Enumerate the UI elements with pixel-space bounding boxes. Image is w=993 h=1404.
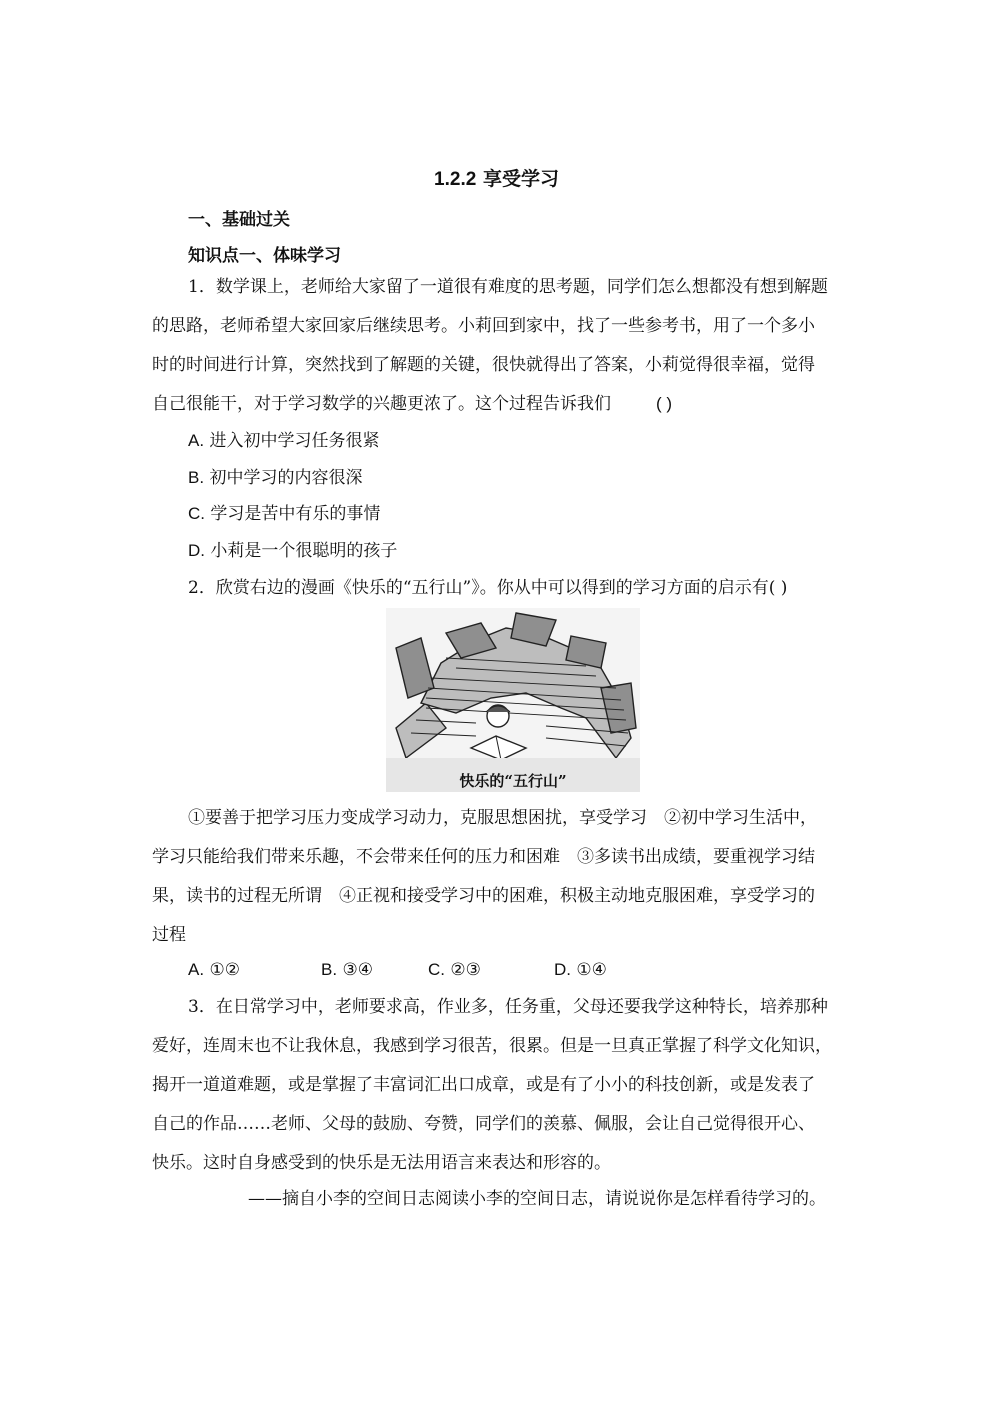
q1-line-4: 自己很能干，对于学习数学的兴趣更浓了。这个过程告诉我们 <box>152 394 611 414</box>
comic-books-illustration <box>386 608 640 792</box>
q1-option-b: B. 初中学习的内容很深 <box>188 468 363 488</box>
q1-option-a: A. 进入初中学习任务很紧 <box>188 431 380 451</box>
q3-line-2: 爱好，连周末也不让我休息，我感到学习很苦，很累。但是一旦真正掌握了科学文化知识， <box>152 1036 832 1056</box>
q2-statement-line-3: 果，读书的过程无所谓 ④正视和接受学习中的困难，积极主动地克服困难，享受学习的 <box>152 886 815 906</box>
title-text: 享受学习 <box>482 168 559 190</box>
figure-caption: 快乐的“五行山” <box>459 772 567 790</box>
page-title <box>0 164 993 191</box>
q2-choice-a: A. ①② <box>188 960 240 980</box>
q1-option-d: D. 小莉是一个很聪明的孩子 <box>188 541 398 561</box>
q2-statement-line-4: 过程 <box>152 925 186 945</box>
q3-line-3: 揭开一道道难题，或是掌握了丰富词汇出口成章，或是有了小小的科技创新，或是发表了 <box>152 1075 815 1095</box>
q3-line-4: 自己的作品……老师、父母的鼓励、夸赞，同学们的羡慕、佩服，会让自己觉得很开心、 <box>152 1114 815 1134</box>
q2-choice-c: C. ②③ <box>428 960 481 980</box>
title-number: 1.2.2 <box>434 169 477 190</box>
q2-choice-d: D. ①④ <box>554 960 607 980</box>
q1-answer-paren: ( ) <box>656 394 673 413</box>
q2-statement-line-1: ①要善于把学习压力变成学习动力，克服思想困扰，享受学习 ②初中学习生活中， <box>188 808 817 828</box>
q2-line-1: 2．欣赏右边的漫画《快乐的“五行山”》。你从中可以得到的学习方面的启示有( ) <box>188 578 788 598</box>
knowledge-point-heading: 知识点一、体味学习 <box>188 246 341 266</box>
q3-line-1: 3．在日常学习中，老师要求高，作业多，任务重，父母还要我学这种特长，培养那种 <box>188 997 828 1017</box>
q3-source-line: ——摘自小李的空间日志阅读小李的空间日志，请说说你是怎样看待学习的。 <box>248 1189 826 1209</box>
q2-statement-line-2: 学习只能给我们带来乐趣，不会带来任何的压力和困难 ③多读书出成绩，要重视学习结 <box>152 847 815 867</box>
q1-option-c: C. 学习是苦中有乐的事情 <box>188 504 381 524</box>
section-heading: 一、基础过关 <box>188 210 290 230</box>
q2-choice-b: B. ③④ <box>321 960 373 980</box>
q3-line-5: 快乐。这时自身感受到的快乐是无法用语言来表达和形容的。 <box>152 1153 611 1173</box>
q1-line-2: 的思路，老师希望大家回家后继续思考。小莉回到家中，找了一些参考书，用了一个多小 <box>152 316 815 336</box>
q1-line-1: 1．数学课上，老师给大家留了一道很有难度的思考题，同学们怎么想都没有想到解题 <box>188 277 828 297</box>
q1-line-3: 时的时间进行计算，突然找到了解题的关键，很快就得出了答案，小莉觉得很幸福，觉得 <box>152 355 815 375</box>
